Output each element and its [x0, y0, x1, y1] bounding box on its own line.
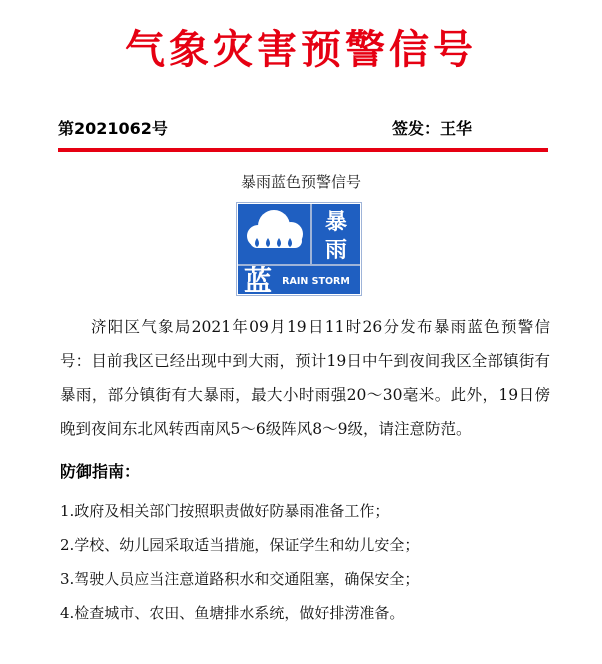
rainstorm-blue-warning-icon: [236, 202, 362, 296]
signer: 签发：王华: [392, 119, 473, 138]
defense-guide-list: [60, 494, 580, 630]
icon-divider: [310, 204, 312, 266]
warning-body: [60, 310, 550, 446]
list-item: 1.政府及相关部门按照职责做好防暴雨准备工作；: [60, 502, 390, 520]
icon-char-mid: 雨: [324, 238, 348, 263]
list-item: 3.驾驶人员应当注意道路积水和交通阻塞，确保安全；: [60, 570, 420, 588]
signal-title: 暴雨蓝色预警信号: [240, 173, 361, 191]
red-divider: [58, 148, 548, 152]
list-item: 4.检查城市、农田、鱼塘排水系统，做好排涝准备。: [60, 604, 405, 622]
icon-char-top: 暴: [324, 210, 348, 235]
list-item: 2.学校、幼儿园采取适当措施，保证学生和幼儿安全；: [60, 536, 420, 554]
warning-paragraph: 济阳区气象局2021年09月19日11时26分发布暴雨蓝色预警信号：目前我区已经出现中到大雨，预计19日中午到夜间我区全部镇街有暴雨，部分镇街有大暴雨，最大小时雨强20～30毫米。此外，19日傍晚到夜间东北风转西南风5～6级阵风8～9级，请注意防范。: [60, 318, 550, 438]
defense-guide-heading: 防御指南：: [60, 462, 141, 481]
icon-english-label: RAIN STORM: [282, 276, 350, 287]
icon-char-level: 蓝: [243, 264, 273, 296]
document-number: 第2021062号: [58, 119, 168, 138]
document-title: 气象灾害预警信号: [125, 27, 477, 73]
